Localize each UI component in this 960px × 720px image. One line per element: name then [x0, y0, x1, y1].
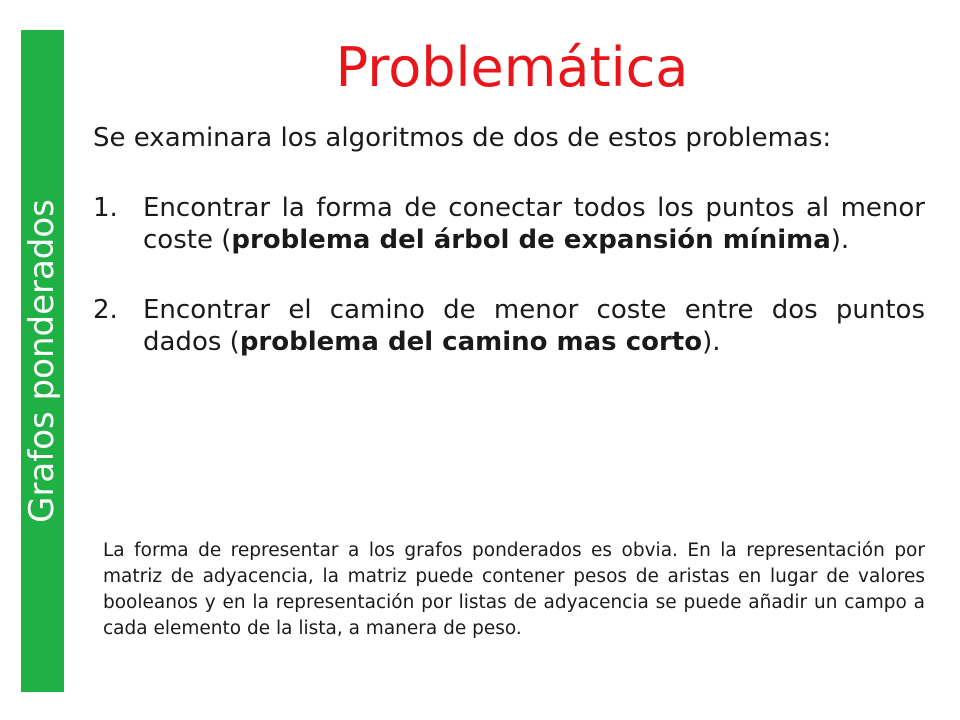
footnote-text: La forma de representar a los grafos ponderados es obvia. En la representación por matriz de adyacencia, la matriz puede contener pesos de aristas en lugar de valores booleanos y en la representación por listas de adyacencia se puede añadir un campo a cada elemento de la lista, a manera de peso.	[103, 540, 925, 639]
list-item	[93, 294, 925, 358]
list-item-text-before: Encontrar la forma de conectar todos los puntos al menor coste (	[143, 193, 925, 255]
sidebar-label: Grafos ponderados	[22, 199, 62, 523]
intro-text: Se examinara los algoritmos de dos de estos problemas:	[93, 123, 832, 153]
slide-content	[93, 122, 925, 358]
list-item-bold: problema del árbol de expansión mínima	[231, 225, 831, 255]
list-item	[93, 192, 925, 256]
list-item-text	[143, 294, 925, 358]
list-item-text	[143, 192, 925, 256]
slide-title: Problemática	[335, 36, 689, 99]
list-item-bold: problema del camino mas corto	[239, 327, 703, 357]
list-item-text-before: Encontrar el camino de menor coste entre dos puntos dados (	[143, 295, 925, 357]
problem-list	[93, 192, 925, 358]
list-item-number: 1.	[93, 193, 118, 223]
list-item-number: 2.	[93, 295, 118, 325]
list-item-text-after: ).	[702, 327, 721, 357]
list-item-text-after: ).	[830, 225, 850, 255]
